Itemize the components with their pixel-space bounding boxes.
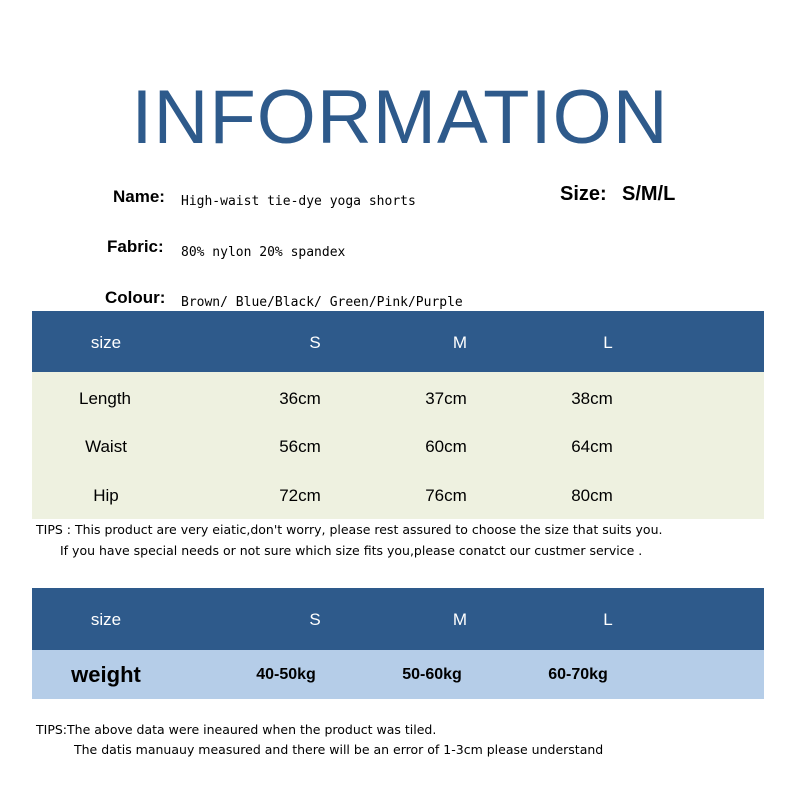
size-header-l: L bbox=[603, 333, 613, 352]
weight-row-label: weight bbox=[71, 662, 141, 687]
colour-value: Brown/ Blue/Black/ Green/Pink/Purple bbox=[181, 295, 463, 310]
weight-m: 50-60kg bbox=[402, 666, 462, 683]
name-label: Name: bbox=[113, 187, 165, 206]
row-length-label: Length bbox=[79, 389, 131, 408]
tips2-line-1: TIPS:The above data were ineaured when the product was tiled. bbox=[36, 722, 437, 737]
row-length-m: 37cm bbox=[425, 389, 467, 408]
row-waist-m: 60cm bbox=[425, 437, 467, 456]
weight-header-s: S bbox=[309, 610, 321, 629]
weight-header-l: L bbox=[603, 610, 613, 629]
tips-line-2: If you have special needs or not sure which size fits you,please conatct our custmer service . bbox=[60, 543, 643, 558]
row-hip-s: 72cm bbox=[279, 486, 321, 505]
row-waist-label: Waist bbox=[85, 437, 127, 456]
row-length-l: 38cm bbox=[571, 389, 613, 408]
row-waist-s: 56cm bbox=[279, 437, 321, 456]
size-header-s: S bbox=[309, 333, 321, 352]
weight-l: 60-70kg bbox=[548, 666, 608, 683]
weight-header-m: M bbox=[452, 610, 468, 629]
colour-label: Colour: bbox=[105, 288, 166, 307]
row-waist-l: 64cm bbox=[571, 437, 613, 456]
size-label: Size: bbox=[560, 183, 607, 205]
fabric-label: Fabric: bbox=[107, 237, 164, 256]
page-title: INFORMATION bbox=[131, 75, 669, 160]
row-length-s: 36cm bbox=[279, 389, 321, 408]
row-hip-label: Hip bbox=[93, 486, 119, 505]
tips2-line-2: The datis manuauy measured and there will be an error of 1-3cm please understand bbox=[74, 742, 604, 757]
size-header-m: M bbox=[452, 333, 468, 352]
tips-line-1: TIPS : This product are very eiatic,don't worry, please rest assured to choose the size that suits you. bbox=[36, 522, 663, 537]
weight-table-body bbox=[32, 650, 764, 699]
row-hip-m: 76cm bbox=[425, 486, 467, 505]
size-header-label: size bbox=[90, 333, 122, 352]
fabric-value: 80% nylon 20% spandex bbox=[181, 245, 346, 260]
size-table-header bbox=[32, 311, 764, 372]
row-hip-l: 80cm bbox=[571, 486, 613, 505]
size-table-body bbox=[32, 372, 764, 519]
size-value: S/M/L bbox=[622, 183, 676, 205]
weight-s: 40-50kg bbox=[256, 666, 316, 683]
weight-table-header bbox=[32, 588, 764, 650]
weight-header-label: size bbox=[90, 610, 122, 629]
name-value: High-waist tie-dye yoga shorts bbox=[181, 194, 416, 209]
